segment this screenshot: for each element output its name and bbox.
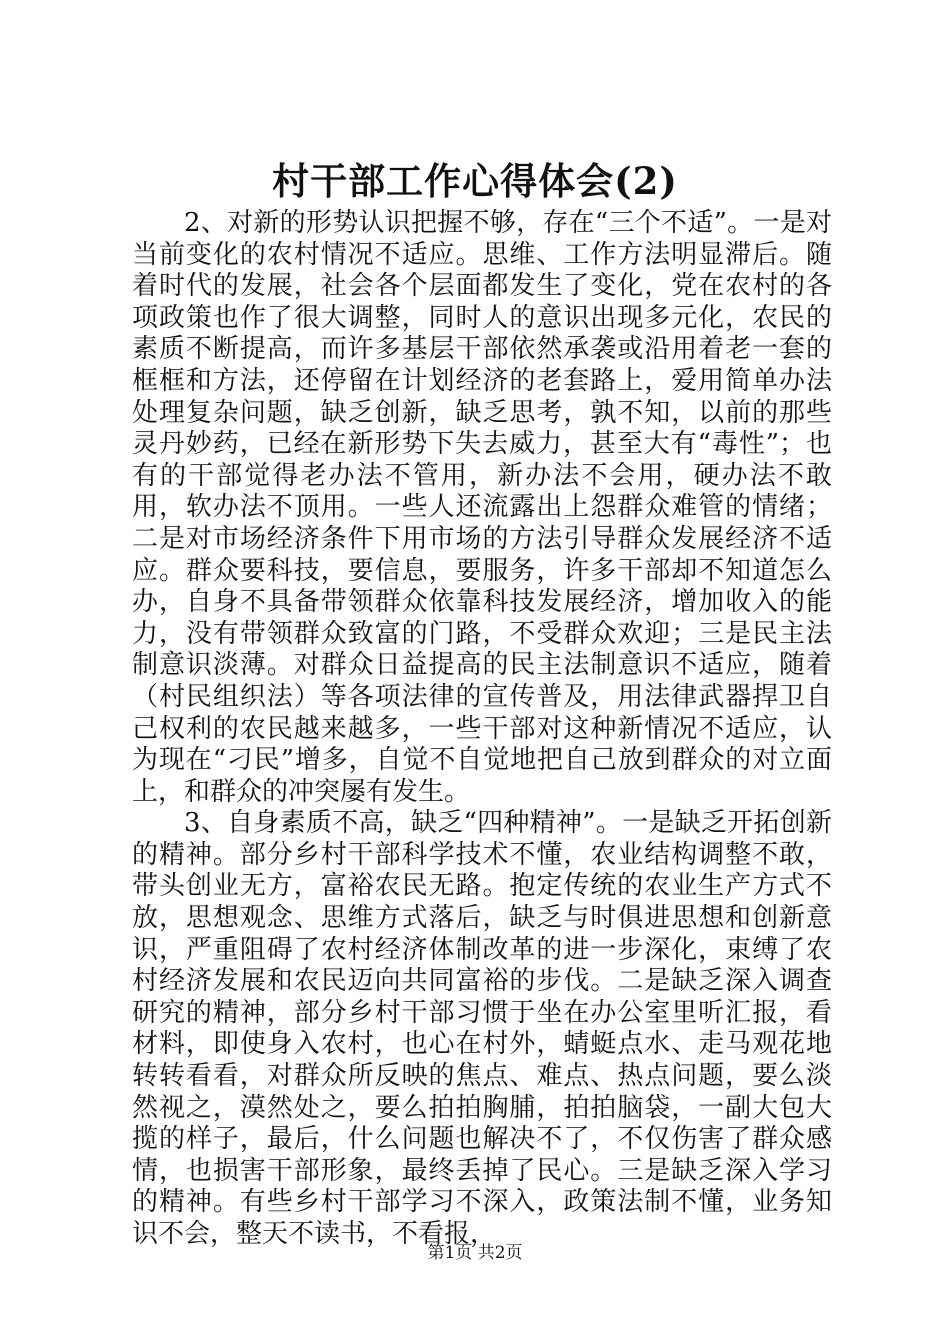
paragraph-2: 2、对新的形势认识把握不够，存在“三个不适”。一是对当前变化的农村情况不适应。思维、工作方法明显滞后。随着时代的发展，社会各个层面都发生了变化，党在农村的各项政策也作了很大调整，同时人的意识出现多元化，农民的素质不断提高，而许多基层干部依然承袭或沿用着老一套的框框和方法，还停留在计划经济的老套路上，爱用简单办法处理复杂问题，缺乏创新，缺乏思考，孰不知，以前的那些灵丹妙药，已经在新形势下失去威力，甚至大有“毒性”；也有的干部觉得老办法不管用，新办法不会用，硬办法不敢用，软办法不顶用。一些人还流露出上怨群众难管的情绪；二是对市场经济条件下用市场的方法引导群众发展经济不适应。群众要科技，要信息，要服务，许多干部却不知道怎么办，自身不具备带领群众依靠科技发展经济，增加收入的能力，没有带领群众致富的门路，不受群众欢迎；三是民主法制意识淡薄。对群众日益提高的民主法制意识不适应，随着（村民组织法）等各项法律的宣传普及，用法律武器捍卫自己权利的农民越来越多，一些干部对这种新情况不适应，认为现在“刁民”增多，自觉不自觉地把自己放到群众的对立面上，和群众的冲突屡有发生。 [132,208,832,807]
page-number-footer: 第1页 共2页 [427,1243,523,1263]
document-body [132,208,832,1251]
paragraph-3: 3、自身素质不高，缺乏“四种精神”。一是缺乏开拓创新的精神。部分乡村干部科学技术不懂，农业结构调整不敢，带头创业无方，富裕农民无路。抱定传统的农业生产方式不放，思想观念、思维方式落后，缺乏与时俱进思想和创新意识，严重阻碍了农村经济体制改革的进一步深化，束缚了农村经济发展和农民迈向共同富裕的步伐。二是缺乏深入调查研究的精神，部分乡村干部习惯于坐在办公室里听汇报，看材料，即使身入农村，也心在村外，蜻蜓点水、走马观花地转转看看，对群众所反映的焦点、难点、热点问题，要么淡然视之，漠然处之，要么拍拍胸脯，拍拍脑袋，一副大包大揽的样子，最后，什么问题也解决不了，不仅伤害了群众感情，也损害干部形象，最终丢掉了民心。三是缺乏深入学习的精神。有些乡村干部学习不深入，政策法制不懂，业务知识不会，整天不读书，不看报， [132,808,832,1249]
page-title: 村干部工作心得体会(2) [272,159,678,203]
